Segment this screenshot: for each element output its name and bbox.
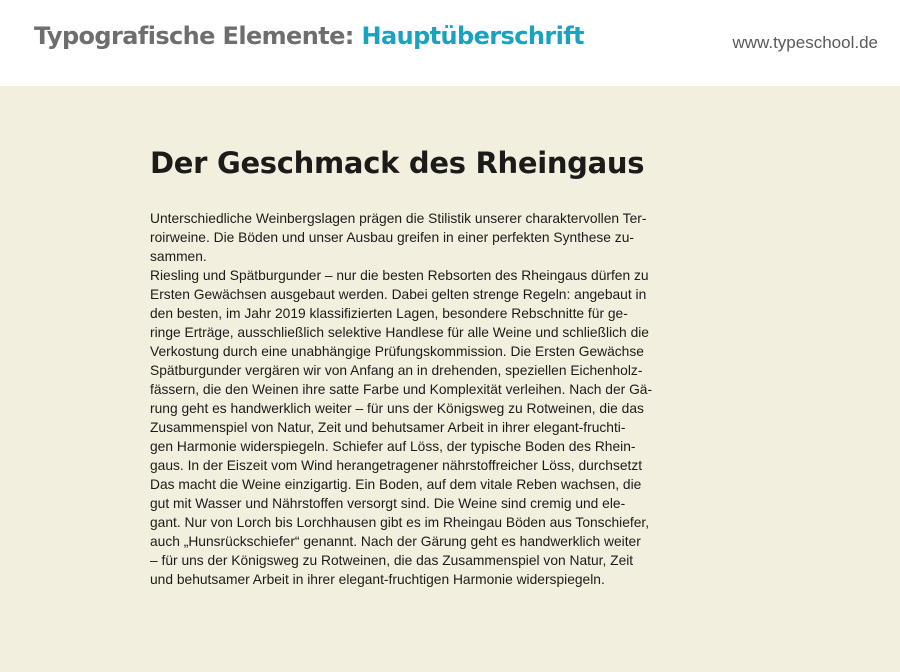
body-line: Ersten Gewächsen ausgebaut werden. Dabei gelten strenge Regeln: angebaut in [150,287,647,302]
header-title [34,22,584,50]
body-line: fässern, die den Weinen ihre satte Farbe und Komplexität verleihen. Nach der Gä- [150,382,653,397]
body-line: Verkostung durch eine unabhängige Prüfungskommission. Die Ersten Gewächse [150,344,644,359]
body-line: Das macht die Weine einzigartig. Ein Boden, auf dem vitale Reben wachsen, die [150,477,642,492]
body-line: gaus. In der Eiszeit vom Wind herangetragener nährstoffreicher Löss, durchsetzt [150,458,643,473]
body-line: Riesling und Spätburgunder – nur die besten Rebsorten des Rheingaus dürfen zu [150,268,649,283]
body-line: Unterschiedliche Weinbergslagen prägen die Stilistik unserer charaktervollen Ter- [150,211,647,226]
article [150,140,670,589]
body-line: und behutsamer Arbeit in ihrer elegant-fruchtigen Harmonie widerspiegeln. [150,572,605,587]
body-line: Zusammenspiel von Natur, Zeit und behutsamer Arbeit in ihrer elegant-fruchti- [150,420,626,435]
article-headline: Der Geschmack des Rheingaus [150,146,645,180]
body-line: gut mit Wasser und Nährstoffen versorgt sind. Die Weine sind cremig und ele- [150,496,626,511]
body-line: den besten, im Jahr 2019 klassifizierten Lagen, besondere Rebschnitte für ge- [150,306,628,321]
body-line: gen Harmonie widerspiegeln. Schiefer auf Löss, der typische Boden des Rhein- [150,439,636,454]
body-line: gant. Nur von Lorch bis Lorchhausen gibt es im Rheingau Böden aus Tonschiefer, [150,515,650,530]
header-title-prefix: Typografische Elemente: [34,22,354,50]
body-line: rung geht es handwerklich weiter – für uns der Königsweg zu Rotweinen, die das [150,401,644,416]
body-line: – für uns der Königsweg zu Rotweinen, die das Zusammenspiel von Natur, Zeit [150,553,634,568]
body-line: sammen. [150,249,207,264]
body-line: Spätburgunder vergären wir von Anfang an in drehenden, speziellen Eichenholz- [150,363,643,378]
header-bar [0,0,900,86]
header-title-accent: Hauptüberschrift [361,22,584,50]
article-body [150,209,670,589]
body-line: auch „Hunsrückschiefer“ genannt. Nach der Gärung geht es handwerklich weiter [150,534,641,549]
site-url-link[interactable]: www.typeschool.de [732,33,878,52]
body-line: ringe Erträge, ausschließlich selektive Handlese für alle Weine und schließlich die [150,325,649,340]
body-line: roirweine. Die Böden und unser Ausbau greifen in einer perfekten Synthese zu- [150,230,634,245]
